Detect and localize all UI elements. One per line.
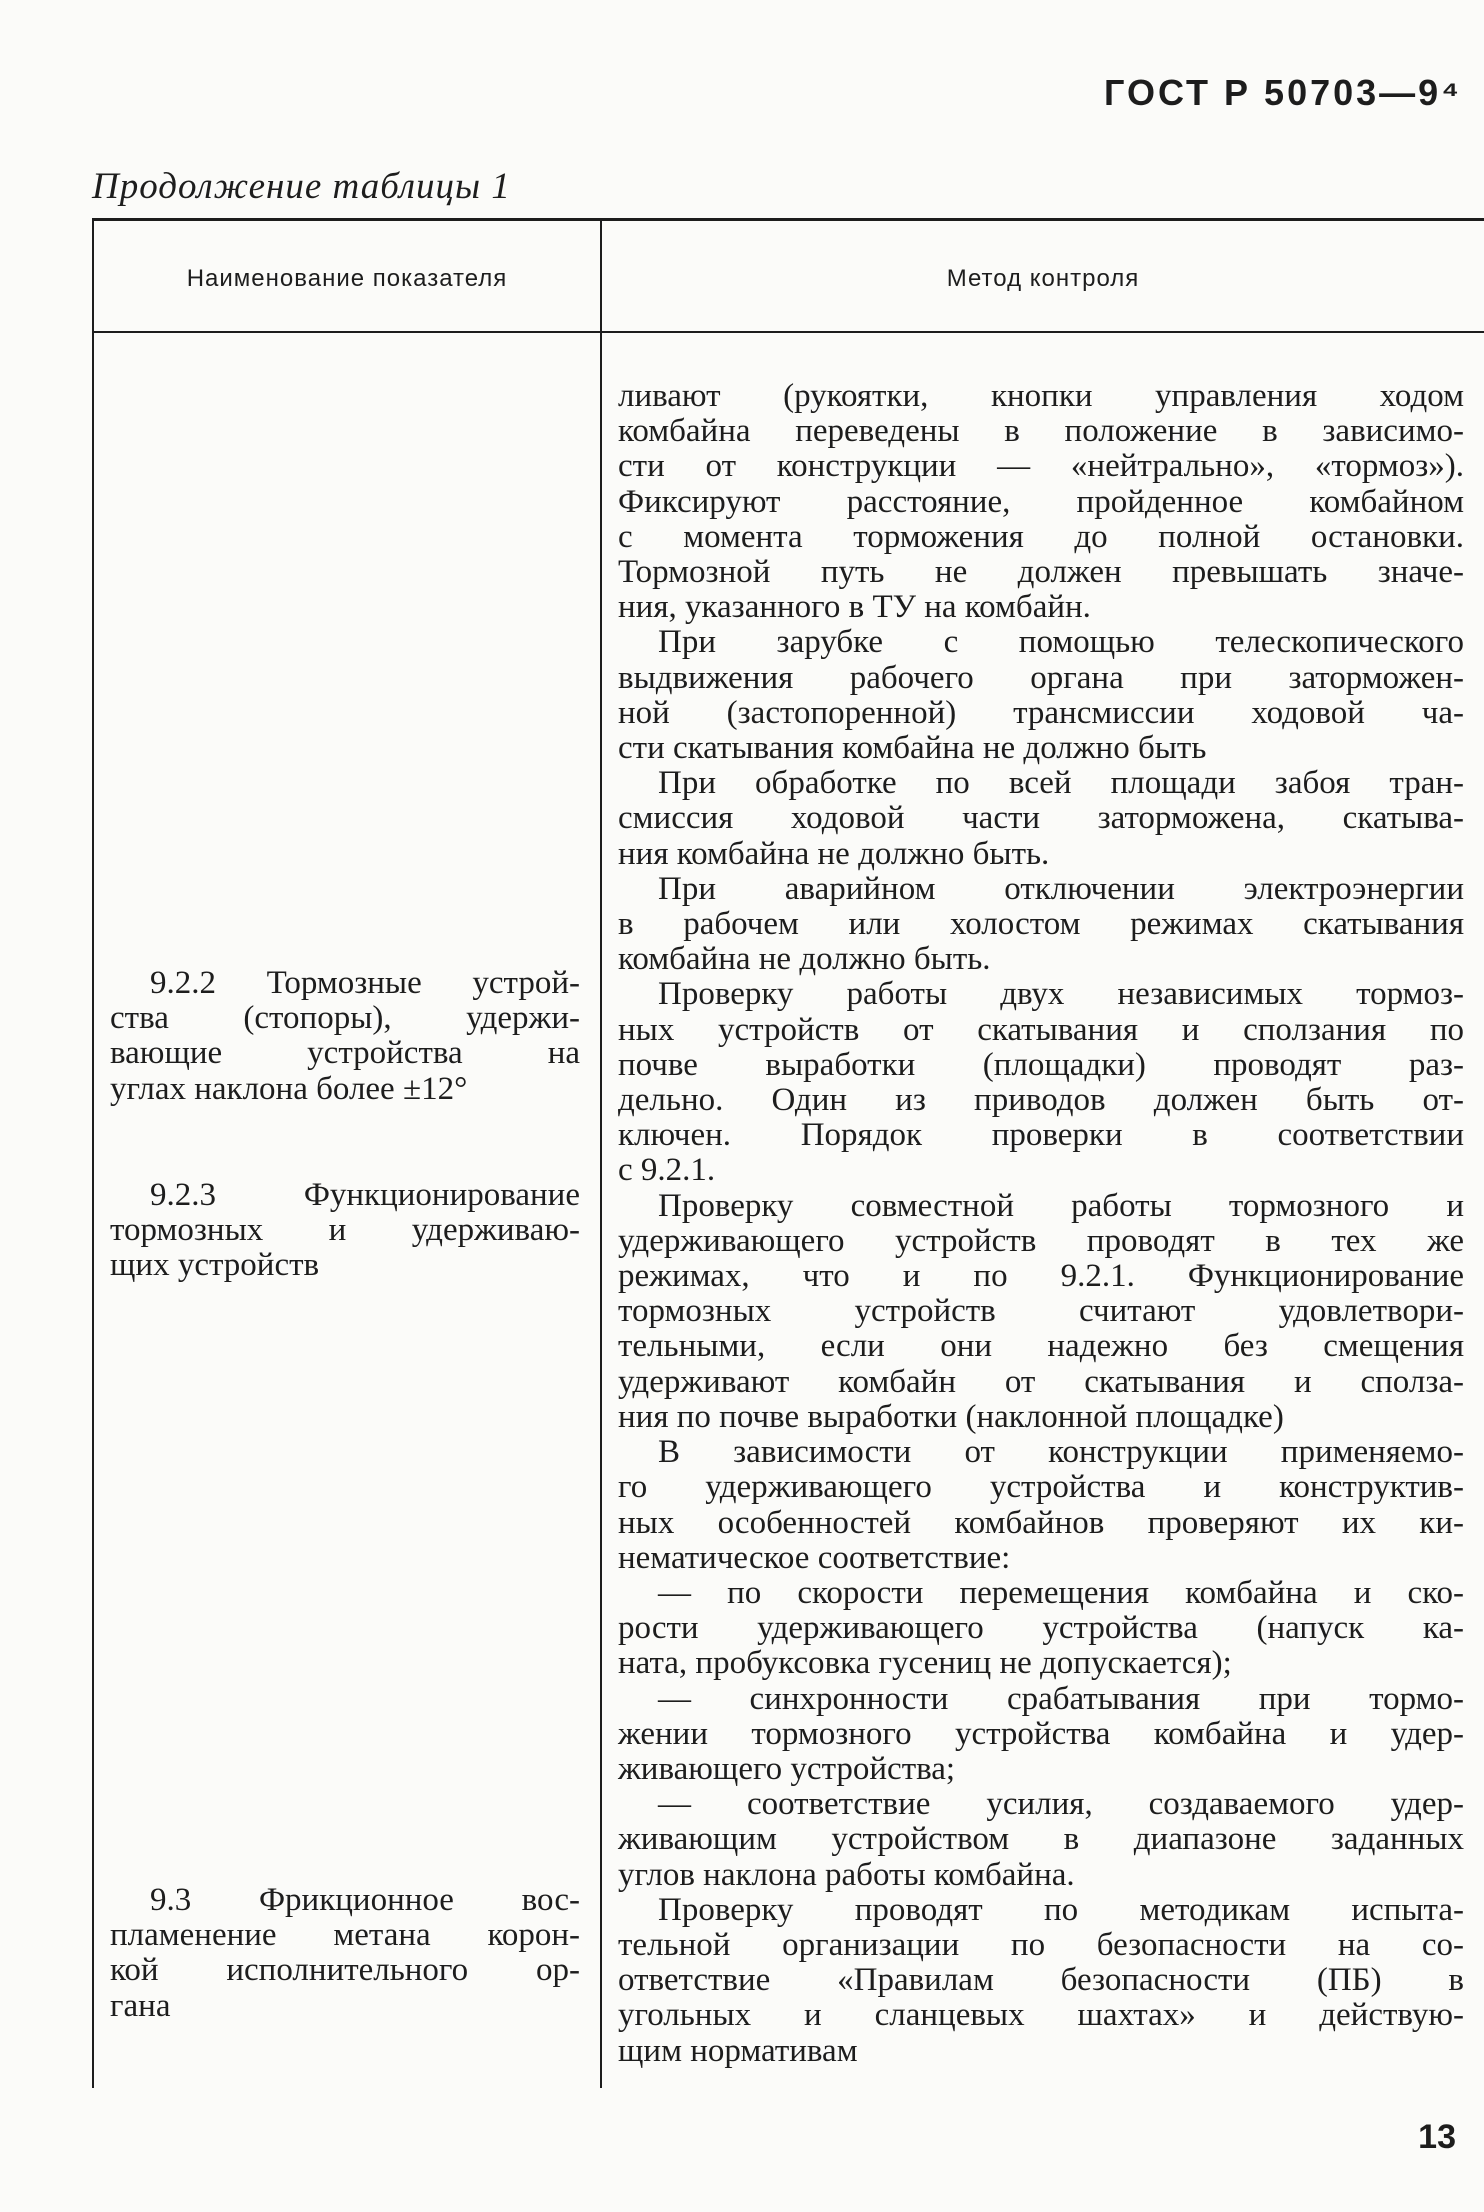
- indicator-text-line: гана: [110, 1987, 171, 2024]
- method-text-line: щим нормативам: [618, 2032, 858, 2069]
- method-text-line: углов наклона работы комбайна.: [618, 1856, 1075, 1893]
- method-text-line: ливают (рукоятки, кнопки управления ходом: [618, 378, 1464, 414]
- indicator-text-line: 9.2.2 Тормозные устрой-: [150, 965, 580, 1001]
- method-text-line: нематическое соответствие:: [618, 1539, 1011, 1576]
- method-text-line: тельной организации по безопасности на со-: [618, 1926, 1464, 1963]
- method-text-line: Проверку совместной работы тормозного и: [658, 1187, 1464, 1224]
- method-text-line: Проверку работы двух независимых тормоз-: [658, 976, 1464, 1013]
- method-text-line: комбайна не должно быть.: [618, 941, 991, 978]
- method-text-line: дельно. Один из приводов должен быть от-: [618, 1082, 1464, 1119]
- method-text-line: ных особенностей комбайнов проверяют их ки-: [618, 1504, 1464, 1541]
- indicator-text-line: тормозных и удерживаю-: [110, 1212, 580, 1249]
- method-text-line: рости удерживающего устройства (напуск ка-: [618, 1610, 1464, 1647]
- table-caption: Продолжение таблицы 1: [92, 166, 511, 207]
- method-text-line: Проверку проводят по методикам испыта-: [658, 1891, 1464, 1928]
- method-text-line: жении тормозного устройства комбайна и удер-: [618, 1715, 1464, 1752]
- indicator-text-line: вающие устройства на: [110, 1035, 580, 1072]
- method-text-line: ключен. Порядок проверки в соответствии: [618, 1117, 1464, 1154]
- document-code: ГОСТ Р 50703—9⁴: [1104, 72, 1462, 113]
- method-text-line: Фиксируют расстояние, пройденное комбайном: [618, 483, 1464, 520]
- indicator-text-line: ства (стопоры), удержи-: [110, 1000, 580, 1037]
- method-text-line: удерживающего устройств проводят в тех же: [618, 1222, 1464, 1259]
- table-column-divider: [600, 218, 602, 2088]
- method-text-line: с момента торможения до полной остановки.: [618, 518, 1464, 555]
- method-text-line: ных устройств от скатывания и сползания по: [618, 1011, 1464, 1048]
- method-text-line: При зарубке с помощью телескопического: [658, 624, 1464, 661]
- method-text-line: ной (застопоренной) трансмиссии ходовой ча-: [618, 694, 1464, 731]
- indicator-text-line: пламенение метана корон-: [110, 1917, 580, 1954]
- indicator-text-line: щих устройств: [110, 1247, 320, 1284]
- column-header-indicator: Наименование показателя: [186, 265, 508, 292]
- method-text-line: ния по почве выработки (наклонной площадке): [618, 1398, 1284, 1435]
- table-header-divider: [92, 331, 1484, 333]
- method-text-line: смиссия ходовой части заторможена, скатыва-: [618, 800, 1464, 837]
- method-text-line: ната, пробуксовка гусениц не допускается);: [618, 1645, 1232, 1682]
- method-text-line: выдвижения рабочего органа при заторможен-: [618, 659, 1464, 696]
- method-text-line: в рабочем или холостом режимах скатывания: [618, 906, 1464, 943]
- method-text-line: — соответствие усилия, создаваемого удер-: [658, 1786, 1464, 1823]
- method-text-line: При аварийном отключении электроэнергии: [658, 870, 1464, 907]
- indicator-text-line: кой исполнительного ор-: [110, 1952, 580, 1989]
- method-text-line: сти скатывания комбайна не должно быть: [618, 730, 1207, 767]
- method-text-line: тельными, если они надежно без смещения: [618, 1328, 1464, 1365]
- indicator-9-2-2: [110, 966, 580, 1107]
- method-text-line: ответствие «Правилам безопасности (ПБ) в: [618, 1962, 1464, 1999]
- method-text-line: живающим устройством в диапазоне заданных: [618, 1821, 1464, 1858]
- method-text-line: — по скорости перемещения комбайна и ско-: [658, 1574, 1464, 1611]
- method-text-line: сти от конструкции — «нейтрально», «тормоз»).: [618, 448, 1464, 485]
- method-text-line: ния, указанного в ТУ на комбайн.: [618, 589, 1091, 626]
- method-text-line: почве выработки (площадки) проводят раз-: [618, 1046, 1464, 1083]
- method-text-line: живающего устройства;: [618, 1750, 956, 1787]
- method-text-line: с 9.2.1.: [618, 1152, 716, 1189]
- method-text-line: — синхронности срабатывания при тормо-: [658, 1680, 1464, 1717]
- column-header-method: Метод контроля: [946, 265, 1140, 292]
- method-text-line: тормозных устройств считают удовлетвори-: [618, 1293, 1464, 1330]
- method-text-line: угольных и сланцевых шахтах» и действую-: [618, 1997, 1464, 2034]
- method-text-line: В зависимости от конструкции применяемо-: [658, 1434, 1464, 1471]
- indicator-text-line: 9.3 Фрикционное вос-: [150, 1882, 580, 1918]
- table-left-border: [92, 218, 94, 2088]
- method-text-line: Тормозной путь не должен превышать значе-: [618, 554, 1464, 591]
- method-text-line: режимах, что и по 9.2.1. Функционирование: [618, 1258, 1464, 1295]
- method-text-line: ния комбайна не должно быть.: [618, 835, 1050, 872]
- page-number: 13: [1418, 2118, 1456, 2156]
- indicator-9-2-3: [110, 1178, 580, 1284]
- method-text-line: го удерживающего устройства и конструктив-: [618, 1469, 1464, 1506]
- indicator-text-line: 9.2.3 Функционирование: [150, 1177, 580, 1213]
- table-top-border: [92, 218, 1484, 221]
- method-text-line: комбайна переведены в положение в зависимо-: [618, 413, 1464, 450]
- method-column-text: [618, 379, 1464, 2069]
- indicator-9-3: [110, 1883, 580, 2024]
- method-text-line: При обработке по всей площади забоя тран-: [658, 765, 1464, 802]
- method-text-line: удерживают комбайн от скатывания и сполза-: [618, 1363, 1464, 1400]
- indicator-text-line: углах наклона более ±12°: [110, 1070, 468, 1107]
